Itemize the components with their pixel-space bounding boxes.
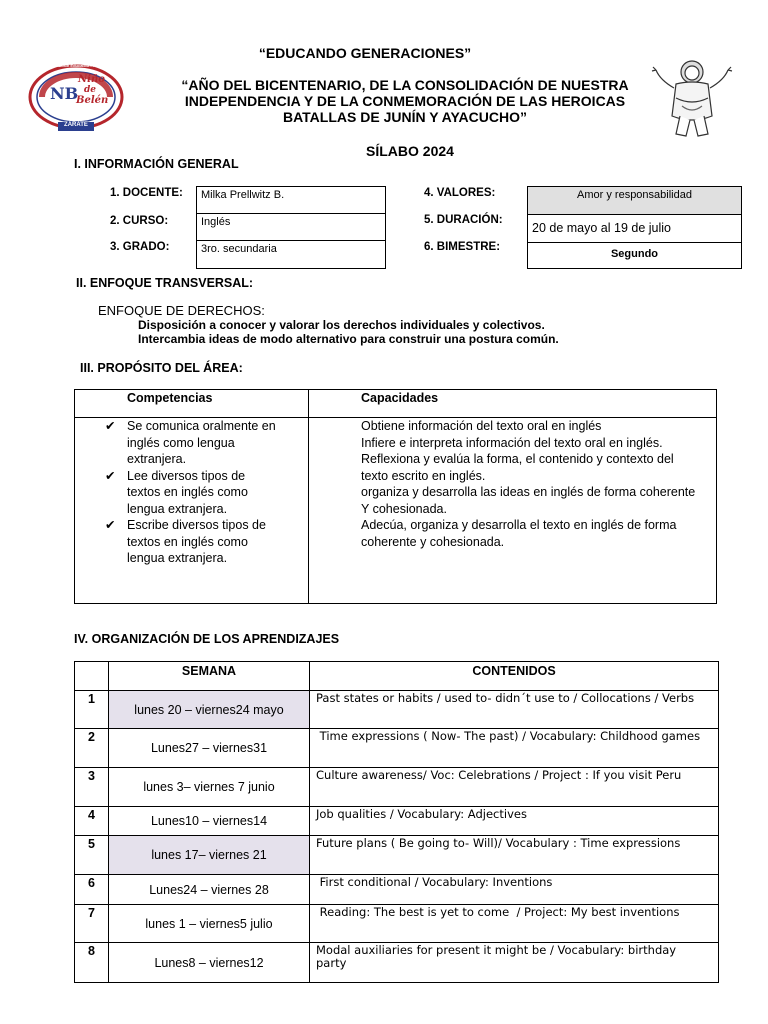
week-number: 4 bbox=[75, 807, 109, 836]
purpose-table bbox=[74, 389, 717, 604]
week-content: Past states or habits / used to- didn´t use to / Collocations / Verbs bbox=[310, 691, 719, 729]
section-organization: IV. ORGANIZACIÓN DE LOS APRENDIZAJES bbox=[74, 632, 340, 646]
week-content: Reading: The best is yet to come / Project: My best inventions bbox=[310, 905, 719, 943]
section-transversal: II. ENFOQUE TRANSVERSAL: bbox=[76, 276, 254, 290]
competency-item bbox=[75, 517, 280, 567]
table-row bbox=[75, 836, 719, 875]
competencies-header-text: Competencias bbox=[127, 391, 213, 405]
capacities-header-text: Capacidades bbox=[361, 391, 439, 405]
table-row bbox=[75, 768, 719, 807]
capacity-text: Adecúa, organiza y desarrolla el texto en inglés de forma coherente y cohesionada. bbox=[361, 518, 677, 549]
logo-initials: NB bbox=[50, 84, 79, 103]
week-rows bbox=[75, 691, 719, 983]
week-number: 1 bbox=[75, 691, 109, 729]
week-number: 8 bbox=[75, 943, 109, 983]
motto: “EDUCANDO GENERACIONES” bbox=[258, 45, 472, 61]
logo-name-line1: Niño bbox=[78, 74, 105, 85]
values-label: 4. VALORES: bbox=[424, 187, 496, 199]
capacity-item bbox=[361, 517, 696, 550]
duration-value: 20 de mayo al 19 de julio bbox=[527, 214, 742, 243]
week-header-text: SEMANA bbox=[181, 664, 237, 678]
week-number: 7 bbox=[75, 905, 109, 943]
competency-text: Escribe diversos tipos de textos en inglés como lengua extranjera. bbox=[127, 518, 266, 565]
logo-name-line2: de bbox=[84, 85, 97, 95]
term-value: Segundo bbox=[527, 242, 742, 269]
logo-ribbon: ZÁRATE bbox=[64, 122, 88, 128]
capacities-list bbox=[309, 418, 716, 550]
week-range: Lunes10 – viernes14 bbox=[109, 807, 310, 836]
capacity-item bbox=[361, 484, 696, 517]
transversal-title: ENFOQUE DE DERECHOS: bbox=[98, 303, 265, 318]
capacities-header bbox=[309, 390, 717, 418]
transversal-item-text: Intercambia ideas de modo alternativo para construir una postura común. bbox=[138, 332, 559, 346]
weeks-table bbox=[74, 661, 719, 983]
capacity-text: Obtiene información del texto oral en inglés bbox=[361, 419, 602, 433]
year-name-line2: INDEPENDENCIA Y DE LA CONMEMORACIÓN DE LAS HEROICAS bbox=[184, 93, 626, 109]
competency-item bbox=[75, 468, 280, 518]
check-icon: ✔ bbox=[105, 468, 116, 483]
capacity-text: Infiere e interpreta información del texto oral en inglés. bbox=[361, 435, 663, 450]
teacher-label: 1. DOCENTE: bbox=[110, 187, 183, 199]
logo-arc-text: Institución Educativa Privada bbox=[49, 63, 105, 68]
week-number: 2 bbox=[75, 729, 109, 768]
transversal-item-2 bbox=[114, 332, 559, 346]
capacity-item bbox=[361, 451, 696, 484]
transversal-item-1 bbox=[114, 318, 545, 332]
week-range: Lunes27 – viernes31 bbox=[109, 729, 310, 768]
grade-label: 3. GRADO: bbox=[110, 241, 170, 253]
table-row bbox=[75, 807, 719, 836]
capacity-item bbox=[361, 418, 696, 435]
week-content: Future plans ( Be going to- Will)/ Vocabulary : Time expressions bbox=[310, 836, 719, 875]
year-name-line1: “AÑO DEL BICENTENARIO, DE LA CONSOLIDACIÓN DE NUESTRA bbox=[181, 77, 629, 93]
table-row bbox=[75, 943, 719, 983]
table-row bbox=[75, 905, 719, 943]
duration-label: 5. DURACIÓN: bbox=[424, 214, 503, 226]
contents-header bbox=[310, 662, 719, 691]
week-range: lunes 20 – viernes24 mayo bbox=[109, 691, 310, 729]
number-header bbox=[75, 662, 109, 691]
document-title: SÍLABO 2024 bbox=[366, 143, 454, 159]
transversal-item-text: Disposición a conocer y valorar los derechos individuales y colectivos. bbox=[138, 318, 545, 332]
week-content: Culture awareness/ Voc: Celebrations / Project : If you visit Peru bbox=[310, 768, 719, 807]
contents-header-text: CONTENIDOS bbox=[472, 664, 556, 678]
week-range: Lunes8 – viernes12 bbox=[109, 943, 310, 983]
values-value: Amor y responsabilidad bbox=[527, 186, 742, 215]
week-number: 6 bbox=[75, 875, 109, 905]
competencies-list bbox=[75, 418, 280, 567]
week-range: lunes 1 – viernes5 julio bbox=[109, 905, 310, 943]
week-number: 5 bbox=[75, 836, 109, 875]
week-header bbox=[109, 662, 310, 691]
table-row bbox=[75, 691, 719, 729]
capacity-text: Reflexiona y evalúa la forma, el contenido y contexto del texto escrito en inglés. bbox=[361, 452, 674, 483]
week-range: Lunes24 – viernes 28 bbox=[109, 875, 310, 905]
competency-item bbox=[75, 418, 280, 468]
week-range: lunes 3– viernes 7 junio bbox=[109, 768, 310, 807]
section-general-info: I. INFORMACIÓN GENERAL bbox=[74, 157, 239, 171]
year-name-line3: BATALLAS DE JUNÍN Y AYACUCHO” bbox=[282, 109, 527, 125]
competency-text: Lee diversos tipos de textos en inglés como lengua extranjera. bbox=[127, 468, 248, 516]
week-content: Time expressions ( Now- The past) / Vocabulary: Childhood games bbox=[310, 729, 719, 768]
check-icon: ✔ bbox=[105, 419, 116, 433]
capacity-text: organiza y desarrolla las ideas en inglés de forma coherente Y cohesionada. bbox=[361, 485, 696, 516]
table-row bbox=[75, 729, 719, 768]
section-purpose: III. PROPÓSITO DEL ÁREA: bbox=[80, 361, 243, 375]
term-label: 6. BIMESTRE: bbox=[424, 241, 501, 253]
competencies-header bbox=[75, 390, 309, 418]
capacity-item bbox=[361, 435, 696, 452]
table-row bbox=[75, 875, 719, 905]
capacities-cell bbox=[309, 418, 717, 604]
week-content: First conditional / Vocabulary: Inventions bbox=[310, 875, 719, 905]
teacher-value: Milka Prellwitz B. bbox=[196, 186, 386, 214]
week-range: lunes 17– viernes 21 bbox=[109, 836, 310, 875]
week-content: Modal auxiliaries for present it might be / Vocabulary: birthday party bbox=[310, 943, 719, 983]
grade-value: 3ro. secundaria bbox=[196, 240, 386, 269]
competencies-cell bbox=[75, 418, 309, 604]
course-value: Inglés bbox=[196, 213, 386, 241]
school-logo bbox=[28, 62, 128, 132]
week-number: 3 bbox=[75, 768, 109, 807]
logo-name-line3: Belén bbox=[76, 95, 109, 106]
check-icon: ✔ bbox=[105, 518, 116, 532]
competency-text: Se comunica oralmente en inglés como lengua extranjera. bbox=[127, 419, 276, 466]
course-label: 2. CURSO: bbox=[110, 215, 169, 227]
week-content: Job qualities / Vocabulary: Adjectives bbox=[310, 807, 719, 836]
